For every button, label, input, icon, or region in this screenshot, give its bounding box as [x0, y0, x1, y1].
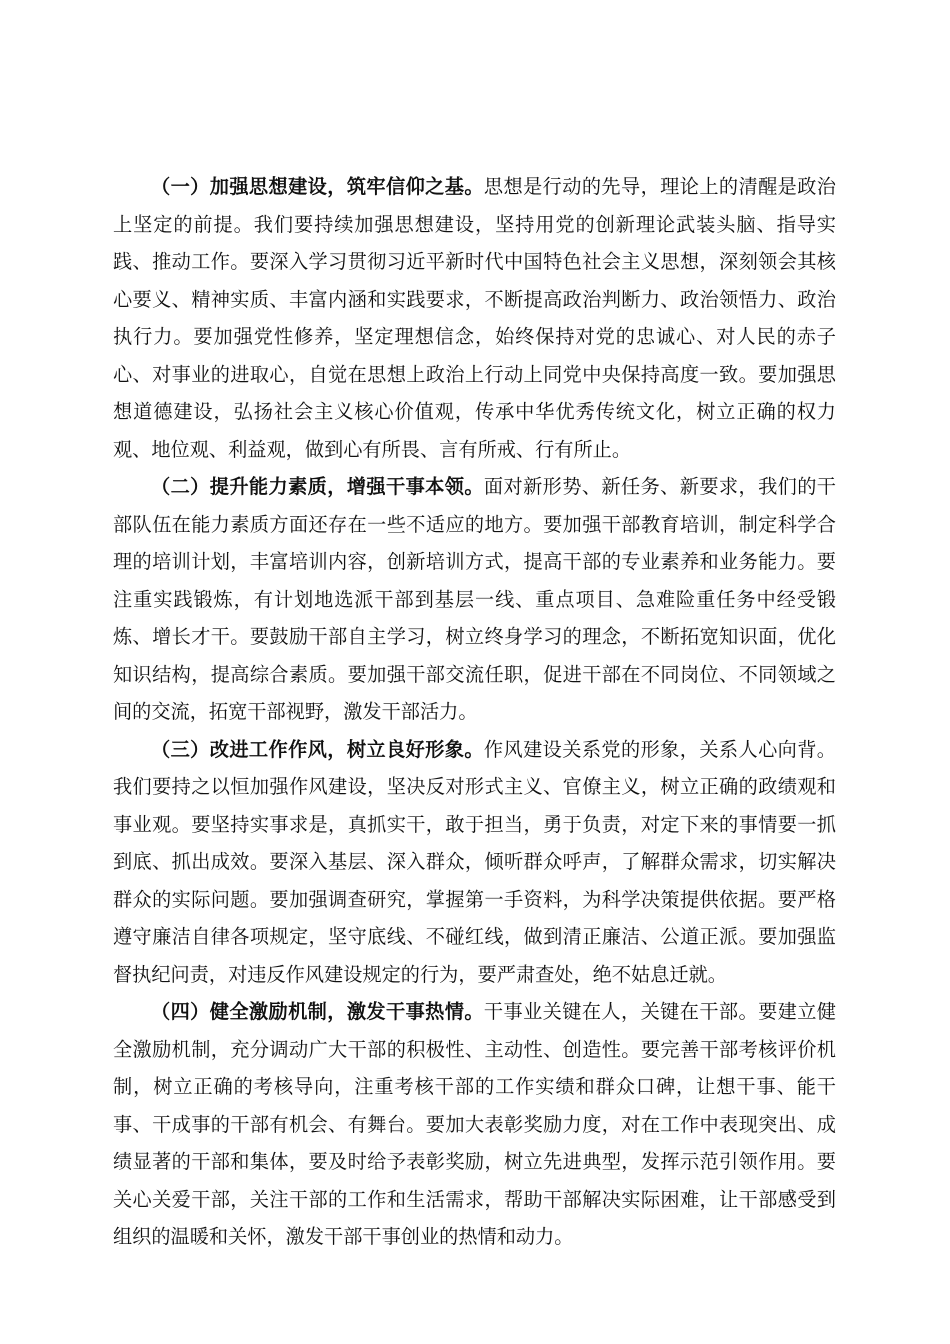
section-heading-1: （一）加强思想建设，筑牢信仰之基。 [151, 175, 484, 198]
document-body [113, 168, 836, 1256]
section-heading-3: （三）改进工作作风，树立良好形象。 [151, 737, 484, 761]
section-text-1: 思想是行动的先导，理论上的清醒是政治上坚定的前提。我们要持续加强思想建设，坚持用党的创新理论武装头脑、指导实践、推动工作。要深入学习贯彻习近平新时代中国特色社会主义思想，深刻领会其核心要义、精神实质、丰富内涵和实践要求，不断提高政治判断力、政治领悟力、政治执行力。要加强党性修养，坚定理想信念，始终保持对党的忠诚心、对人民的赤子心、对事业的进取心，自觉在思想上政治上行动上同党中央保持高度一致。要加强思想道德建设，弘扬社会主义核心价值观，传承中华优秀传统文化，树立正确的权力观、地位观、利益观，做到心有所畏、言有所戒、行有所止。 [113, 175, 836, 461]
section-text-4: 干事业关键在人，关键在干部。要建立健全激励机制，充分调动广大干部的积极性、主动性、创造性。要完善干部考核评价机制，树立正确的考核导向，注重考核干部的工作实绩和群众口碑，让想干事、能干事、干成事的干部有机会、有舞台。要加大表彰奖励力度，对在工作中表现突出、成绩显著的干部和集体，要及时给予表彰奖励，树立先进典型，发挥示范引领作用。要关心关爱干部，关注干部的工作和生活需求，帮助干部解决实际困难，让干部感受到组织的温暖和关怀，激发干部干事创业的热情和动力。 [113, 1000, 836, 1248]
section-text-3: 作风建设关系党的形象，关系人心向背。我们要持之以恒加强作风建设，坚决反对形式主义、官僚主义，树立正确的政绩观和事业观。要坚持实事求是，真抓实干，敢于担当，勇于负责，对定下来的事情要一抓到底、抓出成效。要深入基层、深入群众，倾听群众呼声，了解群众需求，切实解决群众的实际问题。要加强调查研究，掌握第一手资料，为科学决策提供依据。要严格遵守廉洁自律各项规定，坚守底线、不碰红线，做到清正廉洁、公道正派。要加强监督执纪问责，对违反作风建设规定的行为，要严肃查处，绝不姑息迁就。 [113, 737, 836, 986]
paragraph-1 [113, 168, 836, 468]
paragraph-2 [113, 468, 836, 731]
section-heading-2: （二）提升能力素质，增强干事本领。 [151, 475, 484, 498]
section-text-2: 面对新形势、新任务、新要求，我们的干部队伍在能力素质方面还存在一些不适应的地方。要加强干部教育培训，制定科学合理的培训计划，丰富培训内容，创新培训方式，提高干部的专业素养和业务能力。要注重实践锻炼，有计划地选派干部到基层一线、重点项目、急难险重任务中经受锻炼、增长才干。要鼓励干部自主学习，树立终身学习的理念，不断拓宽知识面，优化知识结构，提高综合素质。要加强干部交流任职，促进干部在不同岗位、不同领域之间的交流，拓宽干部视野，激发干部活力。 [113, 475, 836, 723]
paragraph-3 [113, 731, 836, 994]
section-heading-4: （四）健全激励机制，激发干事热情。 [151, 1000, 484, 1023]
paragraph-4 [113, 993, 836, 1256]
